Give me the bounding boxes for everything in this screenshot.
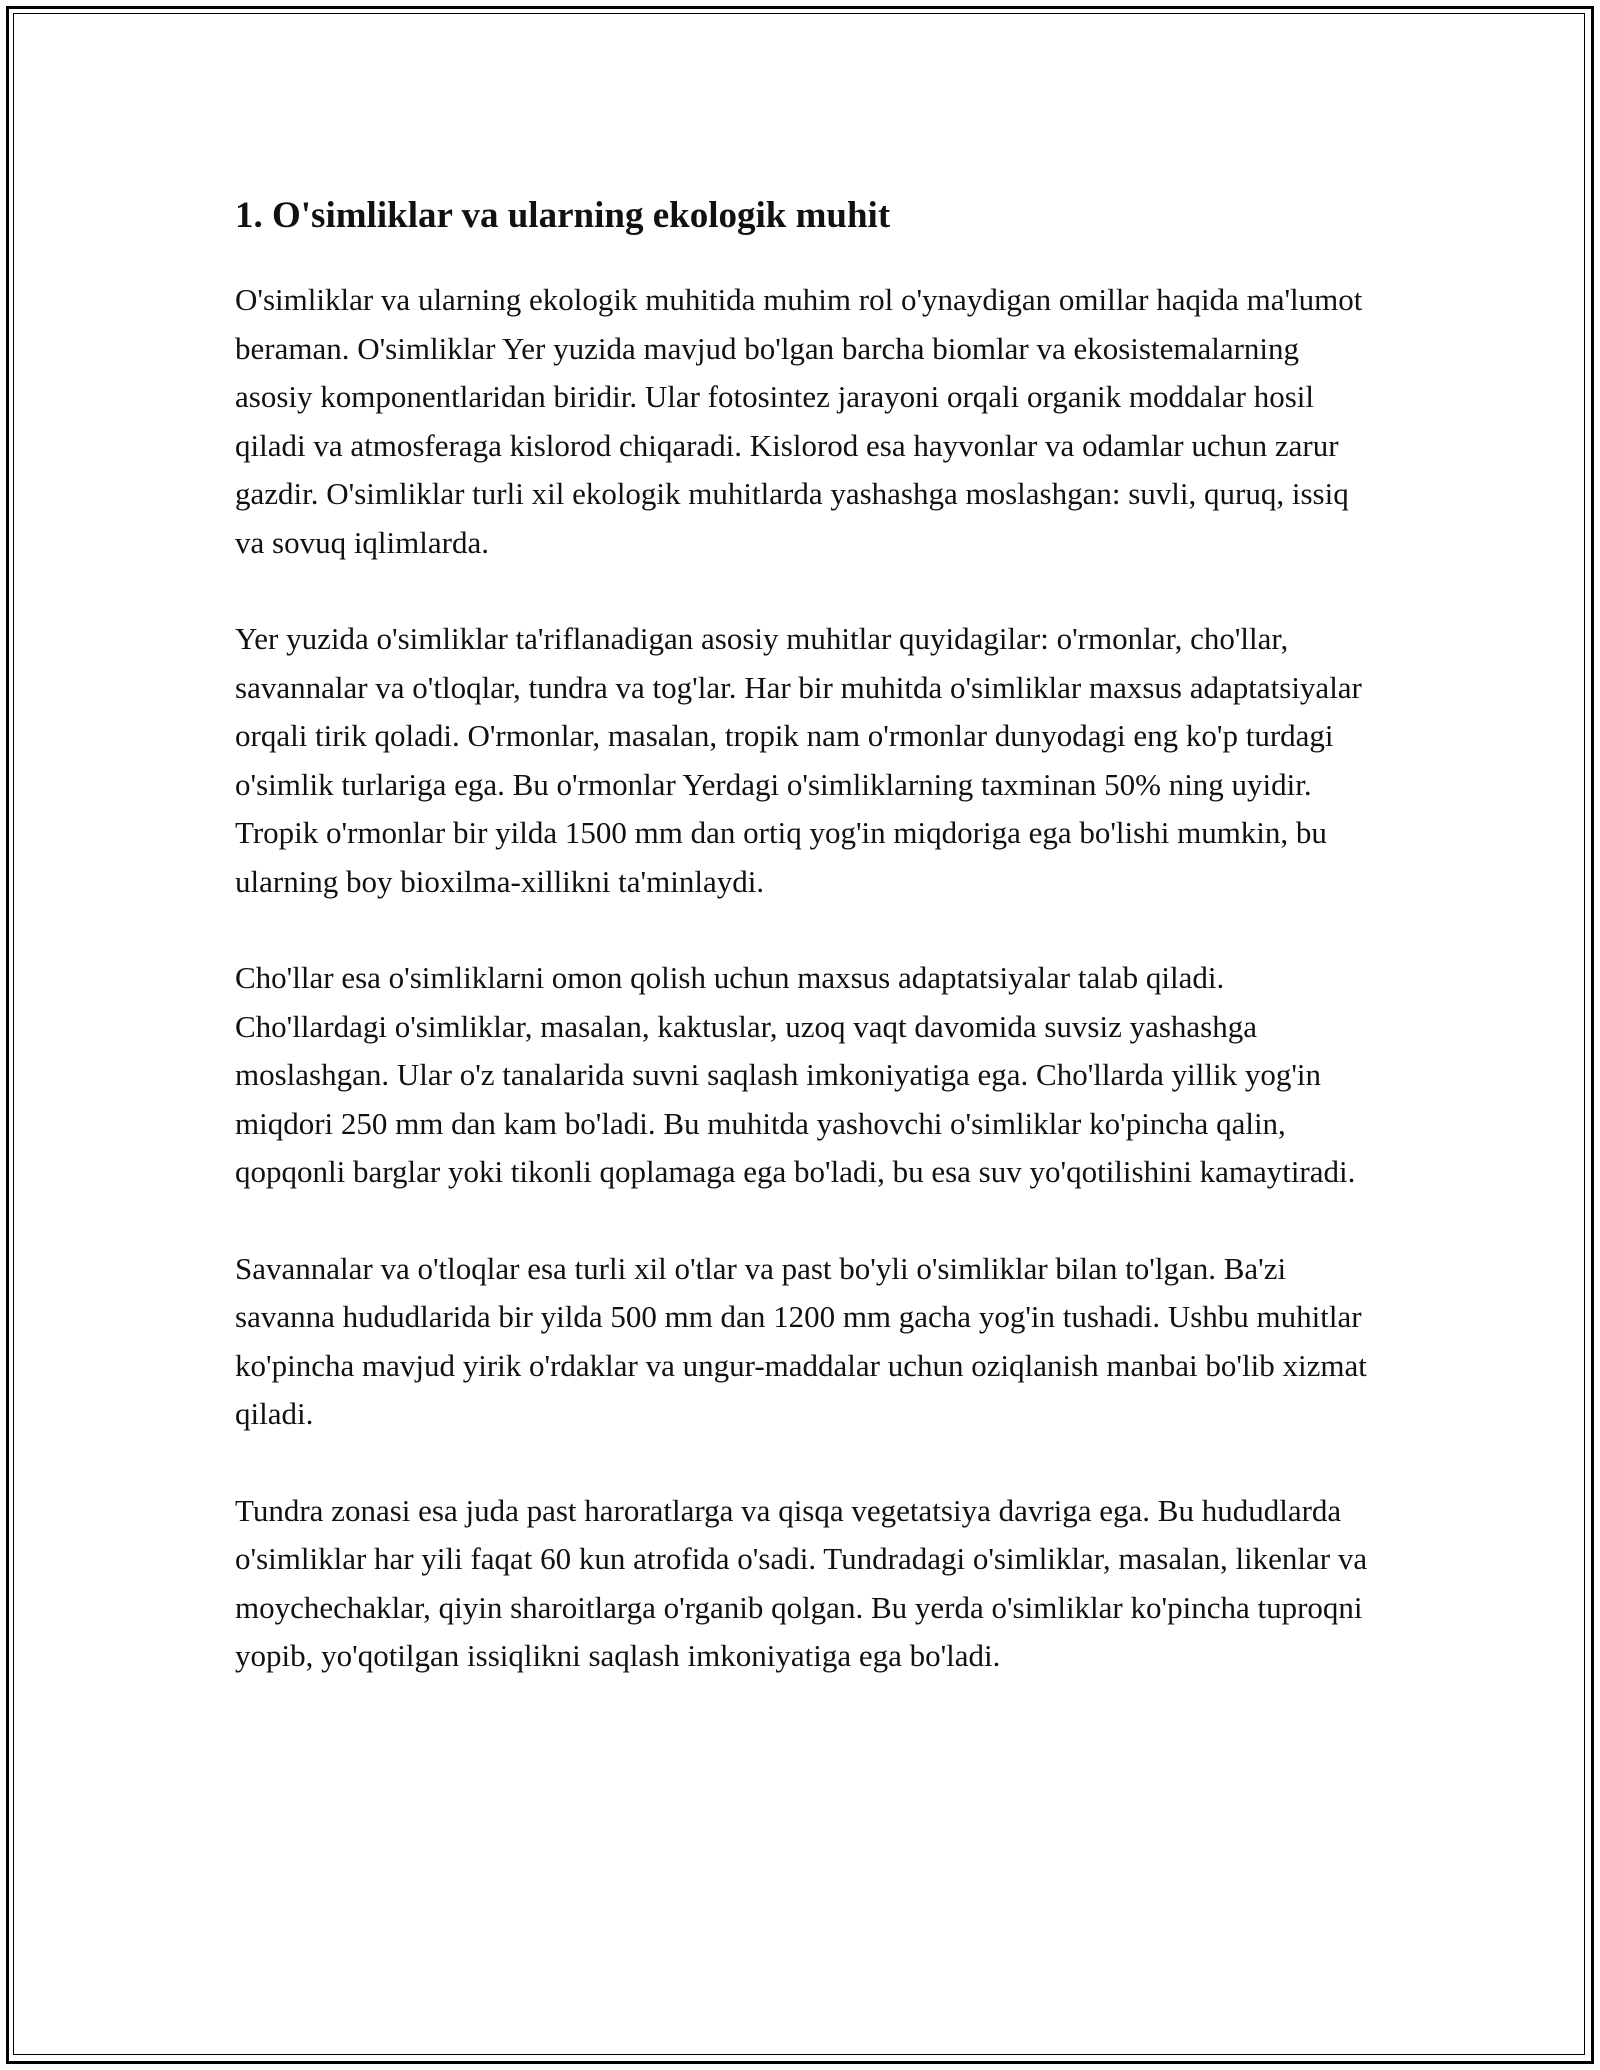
- paragraph-habitats: Yer yuzida o'simliklar ta'riflanadigan asosiy muhitlar quyidagilar: o'rmonlar, cho'llar, savannalar va o'tloqlar, tundra va tog'lar. Har bir muhitda o'simliklar maxsus adaptatsiyalar orqali tirik qoladi. O'rmonlar, masalan, tropik nam o'rmonlar dunyodagi eng ko'p turdagi o'simlik turlariga ega. Bu o'rmonlar Yerdagi o'simliklarning taxminan 50% ning uyidir. Tropik o'rmonlar bir yilda 1500 mm dan ortiq yog'in miqdoriga ega bo'lishi mumkin, bu ularning boy bioxilma-xillikni ta'minlaydi.: [235, 621, 1362, 899]
- document-body: [235, 188, 1375, 1729]
- paragraph-tundra: Tundra zonasi esa juda past haroratlarga va qisqa vegetatsiya davriga ega. Bu hududlarda o'simliklar har yili faqat 60 kun atrofida o'sadi. Tundradagi o'simliklar, masalan, likenlar va moychechaklar, qiyin sharoitlarga o'rganib qolgan. Bu yerda o'simliklar ko'pincha tuproqni yopib, yo'qotilgan issiqlikni saqlash imkoniyatiga ega bo'ladi.: [235, 1492, 1368, 1673]
- paragraph-savannas: Savannalar va o'tloqlar esa turli xil o'tlar va past bo'yli o'simliklar bilan to'lgan. Ba'zi savanna hududlarida bir yilda 500 mm dan 1200 mm gacha yog'in tushadi. Ushbu muhitlar ko'pincha mavjud yirik o'rdaklar va ungur-maddalar uchun oziqlanish manbai bo'lib xizmat qiladi.: [235, 1250, 1367, 1431]
- paragraph-deserts: Cho'llar esa o'simliklarni omon qolish uchun maxsus adaptatsiyalar talab qiladi. Cho'llardagi o'simliklar, masalan, kaktuslar, uzoq vaqt davomida suvsiz yashashga moslashgan. Ular o'z tanalarida suvni saqlash imkoniyatiga ega. Cho'llarda yillik yog'in miqdori 250 mm dan kam bo'ladi. Bu muhitda yashovchi o'simliklar ko'pincha qalin, qopqonli barglar yoki tikonli qoplamaga ega bo'ladi, bu esa suv yo'qotilishini kamaytiradi.: [235, 960, 1356, 1189]
- paragraph-intro: O'simliklar va ularning ekologik muhitida muhim rol o'ynaydigan omillar haqida ma'lumot beraman. O'simliklar Yer yuzida mavjud bo'lgan barcha biomlar va ekosistemalarning asosiy komponentlaridan biridir. Ular fotosintez jarayoni orqali organik moddalar hosil qiladi va atmosferaga kislorod chiqaradi. Kislorod esa hayvonlar va odamlar uchun zarur gazdir. O'simliklar turli xil ekologik muhitlarda yashashga moslashgan: suvli, quruq, issiq va sovuq iqlimlarda.: [235, 282, 1363, 560]
- section-heading: 1. O'simliklar va ularning ekologik muhit: [235, 195, 891, 236]
